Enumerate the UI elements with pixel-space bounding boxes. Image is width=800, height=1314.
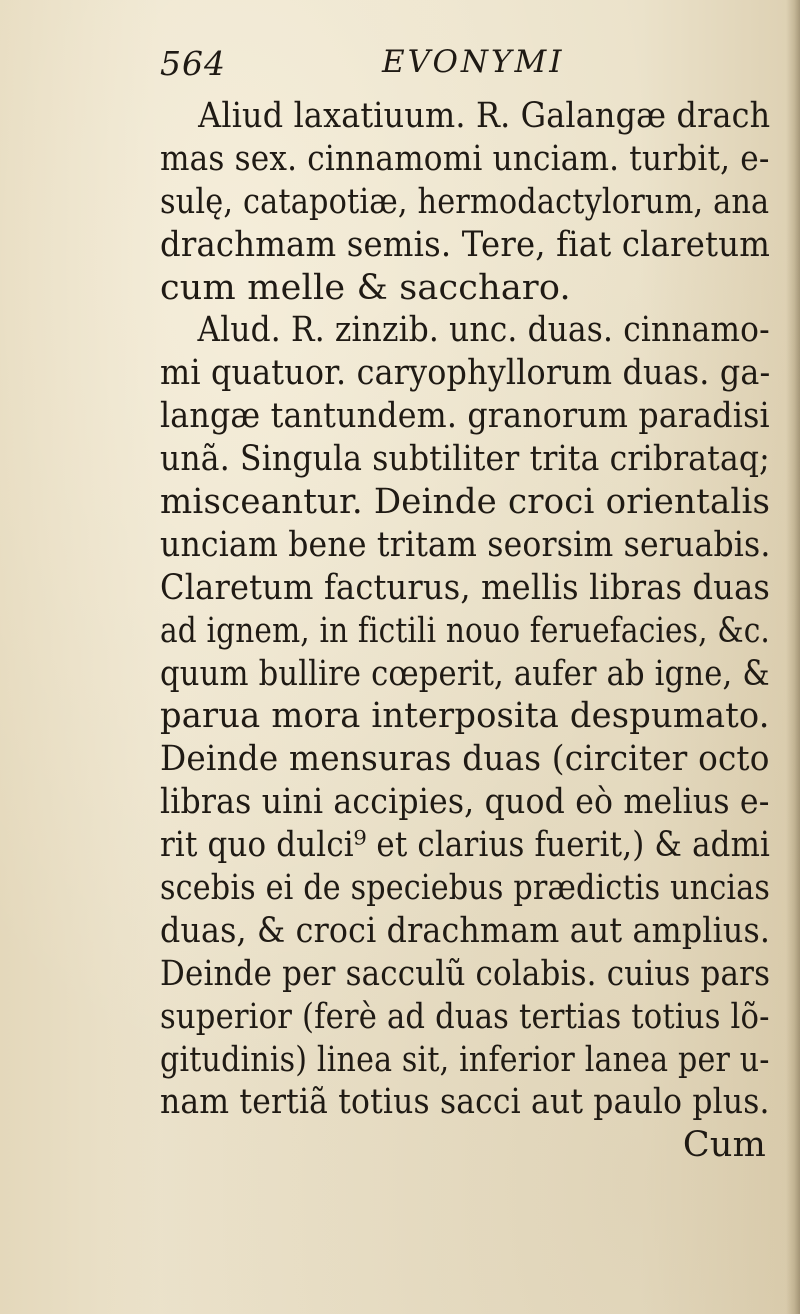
text-line: unã. Singula subtiliter trita cribrataq; <box>160 439 770 480</box>
text-line: unciam bene tritam seorsim seruabis. <box>160 524 771 565</box>
text-line: rit quo dulci⁹ et clarius fuerit,) & admi <box>160 825 771 866</box>
running-head: EVONYMI <box>382 44 565 80</box>
text-line: gitudinis) linea sit, inferior lanea per u- <box>160 1039 770 1080</box>
text-line: quum bullire cœperit, aufer ab igne, & <box>160 653 770 694</box>
text-line: duas, & croci drachmam aut amplius. <box>160 910 771 951</box>
text-line: mi quatuor. caryophyllorum duas. ga- <box>160 353 771 394</box>
text-line: libras uini accipies, quod eò melius e- <box>160 782 770 823</box>
page-number: 564 <box>160 44 226 83</box>
page-edge <box>786 0 800 1314</box>
text-line: sulę, catapotiæ, hermodactylorum, ana <box>160 181 770 222</box>
text-line: drachmam semis. Tere, fiat claretum <box>160 224 771 265</box>
page-header <box>160 40 780 88</box>
text-line: superior (ferè ad duas tertias totius lõ- <box>160 996 770 1037</box>
text-line: parua mora interposita despumato. <box>160 696 770 737</box>
text-line: nam tertiã totius sacci aut paulo plus. <box>160 1082 770 1123</box>
catchword: Cum <box>682 1125 766 1166</box>
text-line: Alud. R. zinzib. unc. duas. cinnamo- <box>197 310 770 351</box>
body-text <box>160 95 770 1167</box>
text-line: mas sex. cinnamomi unciam. turbit, e- <box>160 138 770 179</box>
text-line: Claretum facturus, mellis libras duas <box>160 567 771 608</box>
text-line: ad ignem, in fictili nouo feruefacies, &c. <box>160 610 771 651</box>
text-line: Aliud laxatiuum. R. Galangæ drach <box>198 96 771 136</box>
text-line: langæ tantundem. granorum paradisi <box>160 396 770 437</box>
text-line: scebis ei de speciebus prædictis uncias <box>160 868 771 909</box>
text-line: cum melle & saccharo. <box>160 267 571 308</box>
text-line: misceantur. Deinde croci orientalis <box>160 482 771 523</box>
text-line: Deinde mensuras duas (circiter octo <box>160 739 770 780</box>
text-line: Deinde per sacculũ colabis. cuius pars <box>160 953 771 994</box>
